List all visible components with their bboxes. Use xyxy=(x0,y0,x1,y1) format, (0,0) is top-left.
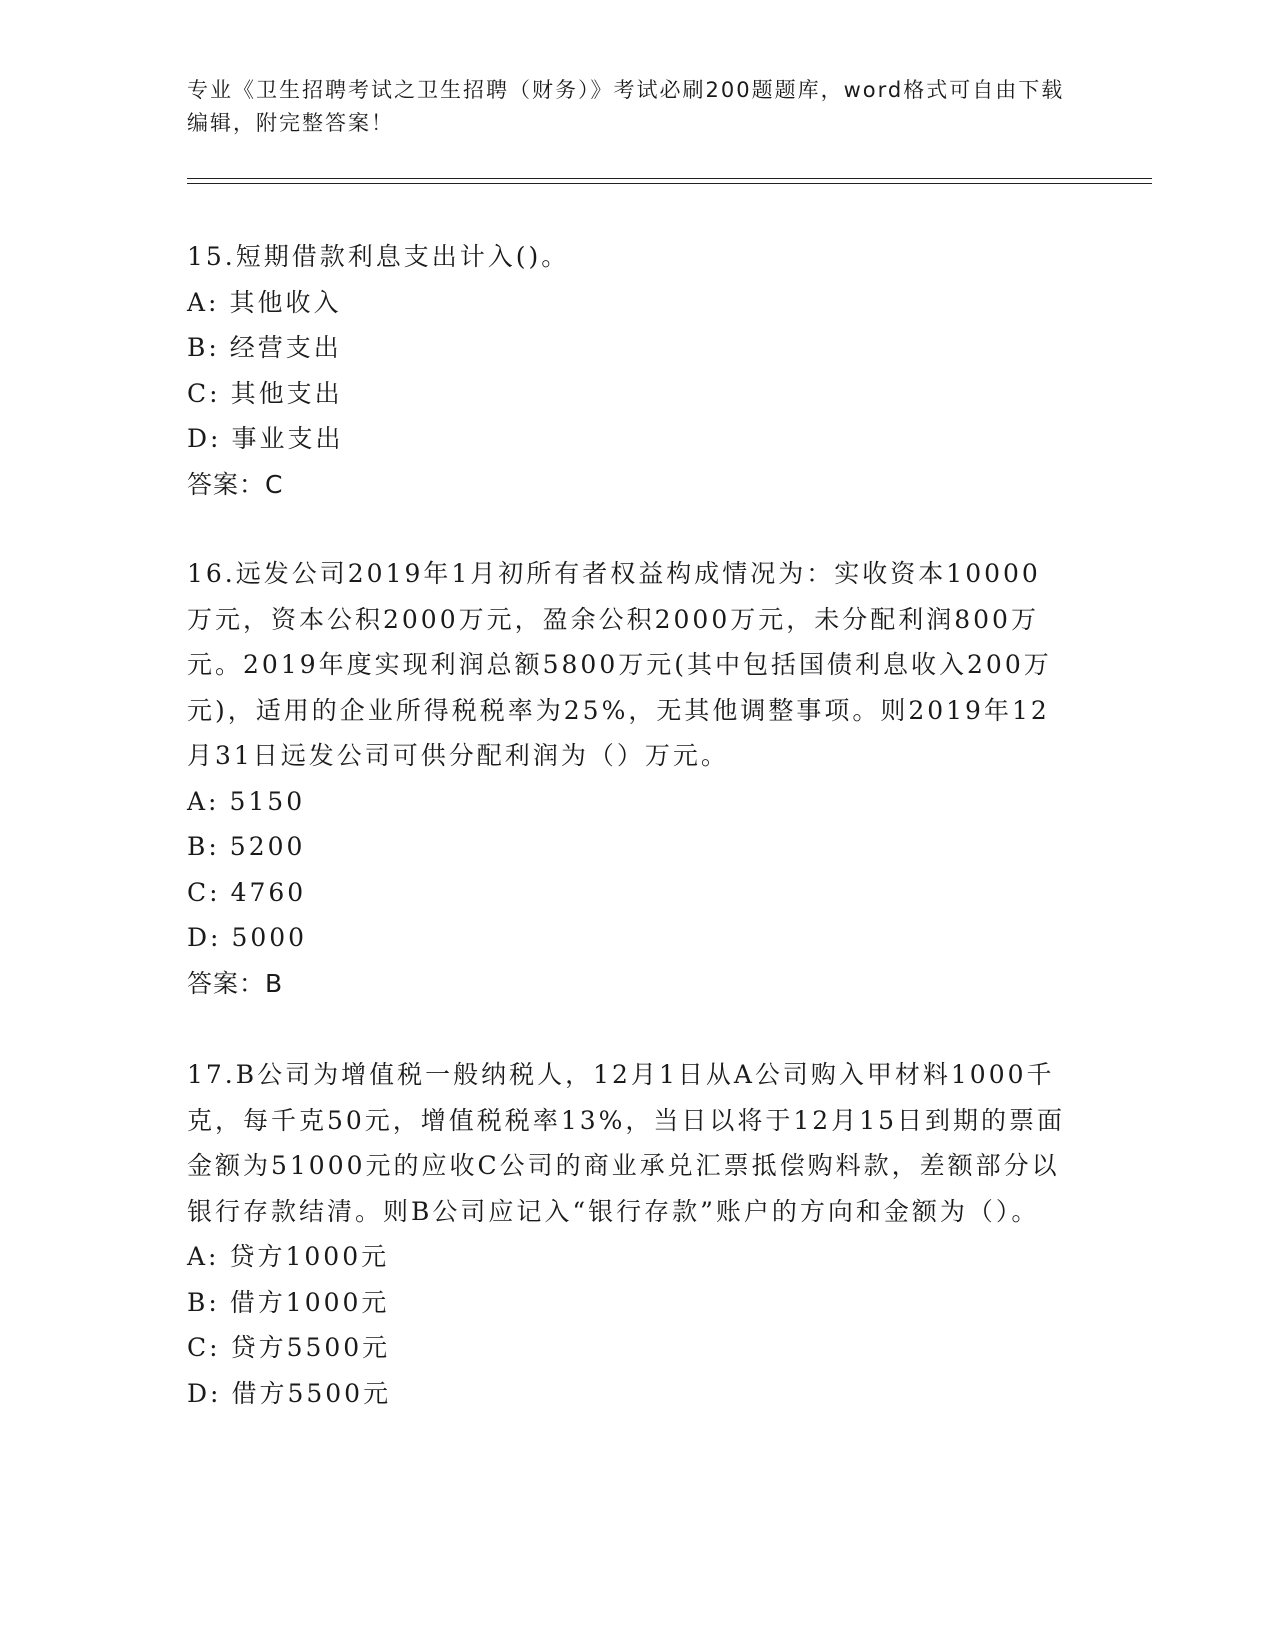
option-letter: B: xyxy=(187,333,220,362)
question-text: 17.B公司为增值税一般纳税人，12月1日从A公司购入甲材料1000千克，每千克50元，增值税税率13%，当日以将于12月15日到期的票面金额为51000元的应收C公司的商业承兑汇票抵偿购料款，差额部分以银行存款结清。则B公司应记入“银行存款”账户的方向和金额为（）。 xyxy=(187,1060,1066,1226)
option-a xyxy=(187,1234,1067,1280)
option-text: 其他支出 xyxy=(230,378,343,408)
option-letter: D: xyxy=(187,1378,222,1408)
option-letter: D: xyxy=(187,424,222,453)
option-text: 贷方5500元 xyxy=(230,1333,391,1362)
option-c xyxy=(187,371,1067,417)
option-text: 5000 xyxy=(231,923,308,952)
option-d xyxy=(187,1371,1067,1417)
option-text: 贷方1000元 xyxy=(229,1242,390,1271)
question-16 xyxy=(187,551,1067,1006)
question-text: 15.短期借款利息支出计入()。 xyxy=(187,242,570,271)
option-text: 借方5500元 xyxy=(231,1378,392,1408)
option-letter: C: xyxy=(187,877,221,907)
option-letter: A: xyxy=(187,287,220,317)
option-b xyxy=(187,824,1067,870)
answer-line: 答案：B xyxy=(187,968,284,998)
option-b xyxy=(187,325,1067,371)
option-a xyxy=(187,280,1067,326)
header-divider-top xyxy=(187,178,1152,179)
question-text: 16.远发公司2019年1月初所有者权益构成情况为：实收资本10000万元，资本公积2000万元，盈余公积2000万元，未分配利润800万元。2019年度实现利润总额5800万元(其中包括国债利息收入200万元)，适用的企业所得税税率为25%，无其他调整事项。则2019年12月31日远发公司可供分配利润为（）万元。 xyxy=(187,559,1052,770)
option-d xyxy=(187,416,1067,462)
option-letter: A: xyxy=(187,786,220,816)
option-letter: C: xyxy=(187,378,221,408)
option-b xyxy=(187,1280,1067,1326)
option-c xyxy=(187,870,1067,916)
option-letter: B: xyxy=(187,832,220,861)
option-text: 其他收入 xyxy=(229,287,342,317)
option-c xyxy=(187,1325,1067,1371)
option-text: 借方1000元 xyxy=(229,1287,390,1317)
option-text: 5150 xyxy=(229,786,306,816)
option-letter: A: xyxy=(187,1242,220,1271)
answer-line: 答案：C xyxy=(187,469,284,499)
option-letter: B: xyxy=(187,1287,220,1317)
option-text: 5200 xyxy=(229,832,306,861)
option-text: 4760 xyxy=(230,877,307,907)
page-header: 专业《卫生招聘考试之卫生招聘（财务）》考试必刷200题题库，word格式可自由下载编辑，附完整答案！ xyxy=(187,78,1065,135)
header-divider-bottom xyxy=(187,183,1152,184)
option-letter: D: xyxy=(187,923,222,952)
option-text: 事业支出 xyxy=(231,424,344,453)
question-15 xyxy=(187,234,1067,507)
option-d xyxy=(187,915,1067,961)
question-17 xyxy=(187,1052,1067,1416)
option-a xyxy=(187,779,1067,825)
option-text: 经营支出 xyxy=(229,333,342,362)
option-letter: C: xyxy=(187,1333,221,1362)
